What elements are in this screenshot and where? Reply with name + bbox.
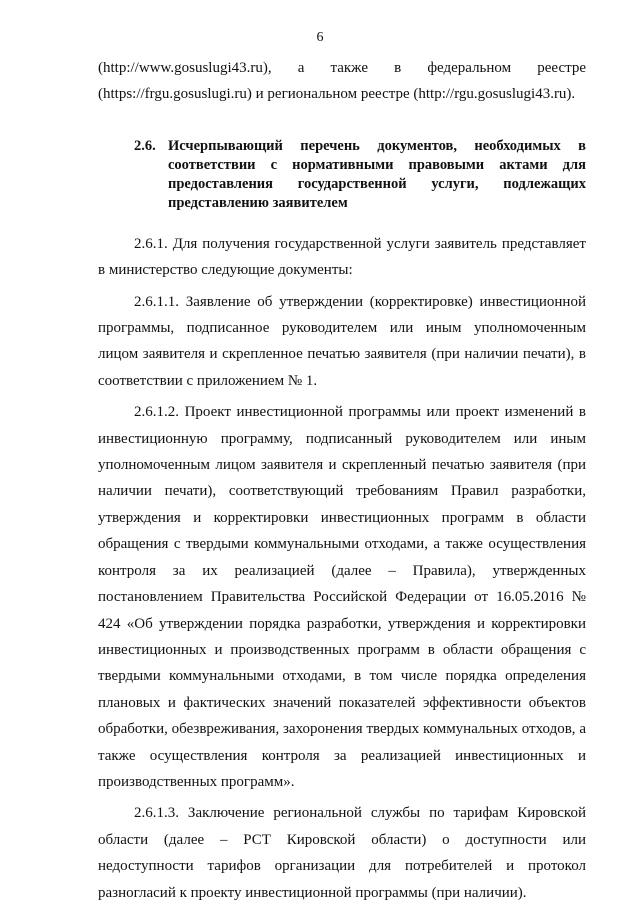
paragraph-2-6-1-3: 2.6.1.3. Заключение региональной службы по тарифам Кировской области (далее – РСТ Кировской области) о доступности или недоступности тарифов организации для потребителей и протокол разногласий к проекту инвестиционной программы (при наличии).	[98, 805, 586, 901]
paragraph-2-6-1: 2.6.1. Для получения государственной услуги заявитель представляет в министерство следующие документы:	[98, 235, 586, 279]
section-title: Исчерпывающий перечень документов, необходимых в соответствии с нормативными правовыми актами для предоставления государственной услуги, подлежащих представлению заявителем	[168, 137, 586, 211]
page-number: 6	[316, 30, 324, 45]
section-heading	[98, 137, 586, 213]
intro-paragraph: (http://www.gosuslugi43.ru), а также в федеральном реестре (https://frgu.gosuslugi.ru) и региональном реестре (http://rgu.gosuslugi43.ru).	[98, 60, 586, 103]
document-body	[98, 55, 586, 906]
section-number: 2.6.	[134, 137, 156, 154]
paragraph-2-6-1-1: 2.6.1.1. Заявление об утверждении (корректировке) инвестиционной программы, подписанное руководителем или иным уполномоченным лицом заявителя и скрепленное печатью заявителя (при наличии печати), в соответствии с приложением № 1.	[98, 293, 586, 389]
paragraph-2-6-1-2: 2.6.1.2. Проект инвестиционной программы или проект изменений в инвестиционную программу, подписанный руководителем или иным уполномоченным лицом заявителя и скрепленный печатью заявителя (при наличии печати), соответствующий требованиям Правил разработки, утверждения и корректировки инвестиционных программ в области обращения с твердыми коммунальными отходами, а также осуществления контроля за их реализацией (далее – Правила), утвержденных постановлением Правительства Российской Федерации от 16.05.2016 № 424 «Об утверждении порядка разработки, утверждения и корректировки инвестиционных и производственных программ в области обращения с твердыми коммунальными отходами, в том числе порядка определения плановых и фактических значений показателей эффективности объектов обработки, обезвреживания, захоронения твердых коммунальных отходов, а также осуществления контроля за реализацией инвестиционных и производственных программ».	[98, 404, 586, 790]
